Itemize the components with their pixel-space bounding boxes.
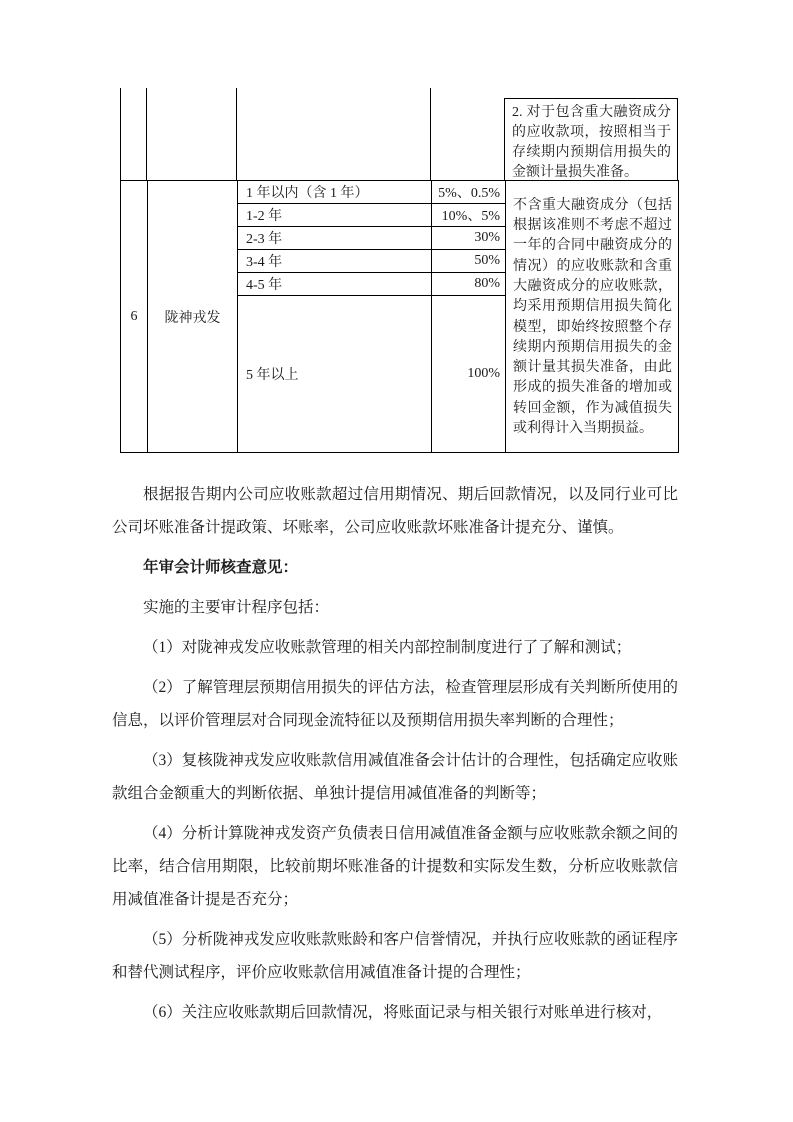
body-text [112,478,678,1036]
provision-ratio-cell: 5%、0.5% [432,181,506,204]
aging-period-cell: 4-5 年 [238,273,432,296]
row-index-cell: 6 [121,181,148,453]
conclusion-paragraph: 根据报告期内公司应收账款超过信用期情况、期后回款情况，以及同行业可比公司坏账准备计提政策、坏账率，公司应收账款坏账准备计提充分、谨慎。 [112,486,678,536]
aging-period-cell: 1-2 年 [238,204,432,227]
procedure-item-1: （1）对陇神戎发应收账款管理的相关内部控制制度进行了了解和测试； [143,639,632,656]
procedures-intro: 实施的主要审计程序包括： [143,599,330,616]
auditor-opinion-heading: 年审会计师核查意见： [143,559,299,576]
procedure-item-4: （4）分析计算陇神戎发资产负债表日信用减值准备金额与应收账款余额之间的比率，结合信用期限，比较前期坏账准备的计提数和实际发生数，分析应收账款信用减值准备计提是否充分； [112,825,678,908]
aging-period-cell: 5 年以上 [238,296,432,453]
provision-ratio-cell: 50% [432,250,506,273]
policy-text: 不含重大融资成分（包括根据该准则不考虑不超过一年的合同中融资成分的情况）的应收账款和含重大融资成分的应收账款，均采用预期信用损失简化模型，即始终按照整个存续期内预期信用损失的金额计量其损失准备，由此形成的损失准备的增加或转回金额，作为减值损失或利得计入当期损益。 [513,197,672,436]
aging-analysis-table [120,180,679,453]
provision-ratio-cell: 100% [432,296,506,453]
provision-ratio-cell: 80% [432,273,506,296]
table-border-line [430,88,431,180]
procedure-item-5: （5）分析陇神戎发应收账款账龄和客户信誉情况，并执行应收账款的函证程序和替代测试程序，评价应收账款信用减值准备计提的合理性； [112,931,678,981]
table-border-line [120,88,121,180]
provision-ratio-cell: 30% [432,227,506,250]
receivables-provision-table [120,88,678,453]
continued-policy-text: 2. 对于包含重大融资成分的应收款项，按照相当于存续期内预期信用损失的金额计量损失准备。 [512,105,671,180]
aging-period-cell: 2-3 年 [238,227,432,250]
policy-text-cell [506,181,679,453]
procedure-item-6: （6）关注应收账款期后回款情况，将账面记录与相关银行对账单进行核对， [143,1004,663,1021]
aging-period-cell: 1 年以内（含 1 年） [238,181,432,204]
provision-ratio-cell: 10%、5% [432,204,506,227]
procedure-item-2: （2）了解管理层预期信用损失的评估方法，检查管理层形成有关判断所使用的信息，以评价管理层对合同现金流特征以及预期信用损失率判断的合理性； [112,679,678,729]
procedure-item-3: （3）复核陇神戎发应收账款信用减值准备会计估计的合理性，包括确定应收账款组合金额重大的判断依据、单独计提信用减值准备的判断等； [112,752,678,802]
aging-period-cell: 3-4 年 [238,250,432,273]
company-name-cell: 陇神戎发 [148,181,238,453]
table-border-line [236,88,237,180]
continued-policy-cell [504,98,678,180]
table-border-line [146,88,147,180]
table-continued-row [120,88,678,180]
table-row [121,181,679,204]
